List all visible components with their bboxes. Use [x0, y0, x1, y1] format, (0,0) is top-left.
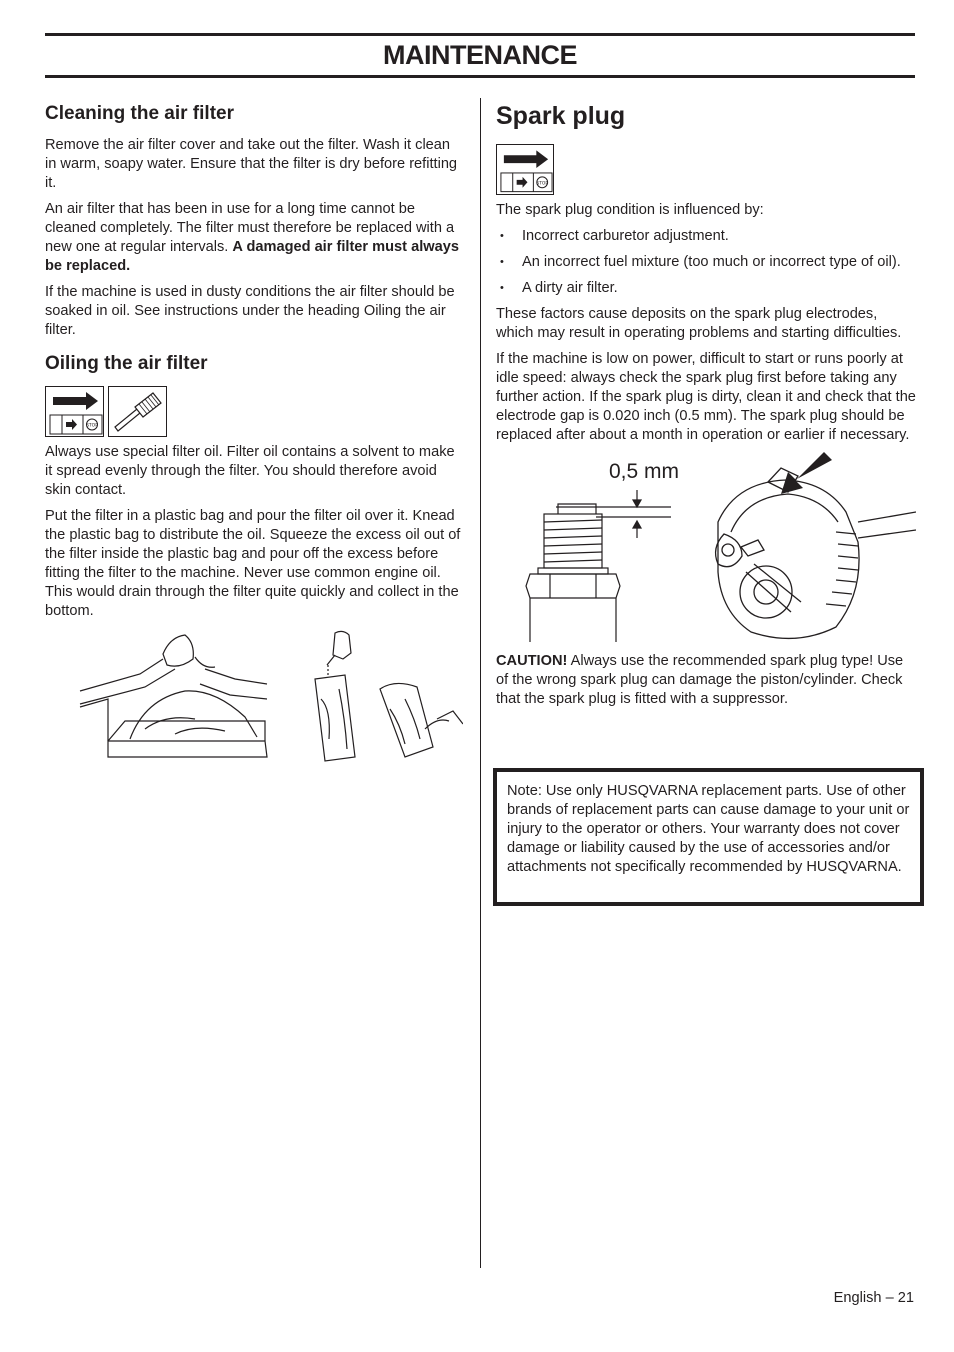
- spark-plug-heading: Spark plug: [496, 102, 626, 130]
- oiling-icons: [45, 386, 463, 437]
- oiling-paragraph-1: Always use special filter oil. Filter oil contains a solvent to make it spread evenly through the filter. You should therefore avoid skin contact.: [45, 444, 455, 498]
- cleaning-paragraph-2: [45, 200, 463, 276]
- page-header: [45, 33, 915, 78]
- list-item: • A dirty air filter.: [496, 279, 916, 298]
- note-box: [493, 768, 924, 906]
- spark-plug-icons: [496, 144, 916, 195]
- oiling-heading: Oiling the air filter: [45, 353, 208, 374]
- oiling-paragraph-2: Put the filter in a plastic bag and pour the filter oil over it. Knead the plastic bag to distribute the oil. Squeeze the excess oil out of the filter inside the plastic bag and pour off the excess before fitting the filter to the machine. Never use common engine oil. This would drain through the filter quite quickly and collect in the bottom.: [45, 508, 461, 619]
- caution-paragraph: [496, 652, 916, 709]
- note-text: Note: Use only HUSQVARNA replacement parts. Use of other brands of replacement parts can cause damage to your unit or injury to the operator or others. Your warranty does not cover damage or liability caused by the use of accessories and/or attachments not specifically recommended by HUSQVARNA.: [507, 783, 910, 875]
- arrow-stop-icon: [496, 144, 554, 195]
- list-item: • Incorrect carburetor adjustment.: [496, 227, 916, 246]
- cleaning-paragraph-1: Remove the air filter cover and take out the filter. Wash it clean in warm, soapy water. Ensure that the filter is dry before refitting it.: [45, 137, 458, 191]
- spark-plug-drawing: [496, 452, 916, 642]
- brush-icon: [108, 386, 167, 437]
- cleaning-warning: A damaged air filter must always be replaced.: [45, 239, 459, 274]
- spark-plug-factor-list: [496, 227, 916, 298]
- spark-plug-paragraph-2: If the machine is low on power, difficult to start or runs poorly at idle speed: always check the spark plug first before taking any further action. If the spark plug is dirty, clean it and check that the electrode gap is 0.020 inch (0.5 mm). The spark plug should be replaced after about a month in operation or earlier if necessary.: [496, 351, 916, 443]
- spark-plug-paragraph-1: These factors cause deposits on the spark plug electrodes, which may result in operating problems and starting difficulties.: [496, 306, 902, 341]
- caution-label: CAUTION!: [496, 653, 568, 669]
- spark-plug-illustration: [496, 452, 916, 642]
- spark-plug-intro: The spark plug condition is influenced by:: [496, 202, 764, 218]
- cleaning-paragraph-2-text: An air filter that has been in use for a long time cannot be cleaned completely. The filter must therefore be replaced with a new one at regular intervals.: [45, 201, 455, 255]
- cleaning-heading: Cleaning the air filter: [45, 103, 234, 124]
- column-divider: [480, 98, 481, 1268]
- svg-text:STOP: STOP: [536, 181, 549, 187]
- left-column: [45, 100, 463, 779]
- caution-text: Always use the recommended spark plug type! Use of the wrong spark plug can damage the piston/cylinder. Check that the spark plug is fitted with a suppressor.: [496, 653, 904, 707]
- oiling-illustration: [45, 629, 463, 779]
- svg-text:STOP: STOP: [86, 423, 98, 429]
- cleaning-paragraph-3: If the machine is used in dusty conditions the air filter should be soaked in oil. See instructions under the heading Oiling the air filter.: [45, 284, 455, 338]
- gap-label: 0,5 mm: [609, 460, 680, 483]
- list-item: • An incorrect fuel mixture (too much or incorrect type of oil).: [496, 253, 916, 272]
- page-number: English – 21: [833, 1290, 914, 1306]
- arrow-stop-icon: [45, 386, 104, 437]
- page-title: MAINTENANCE: [383, 40, 577, 70]
- right-column: [496, 100, 916, 716]
